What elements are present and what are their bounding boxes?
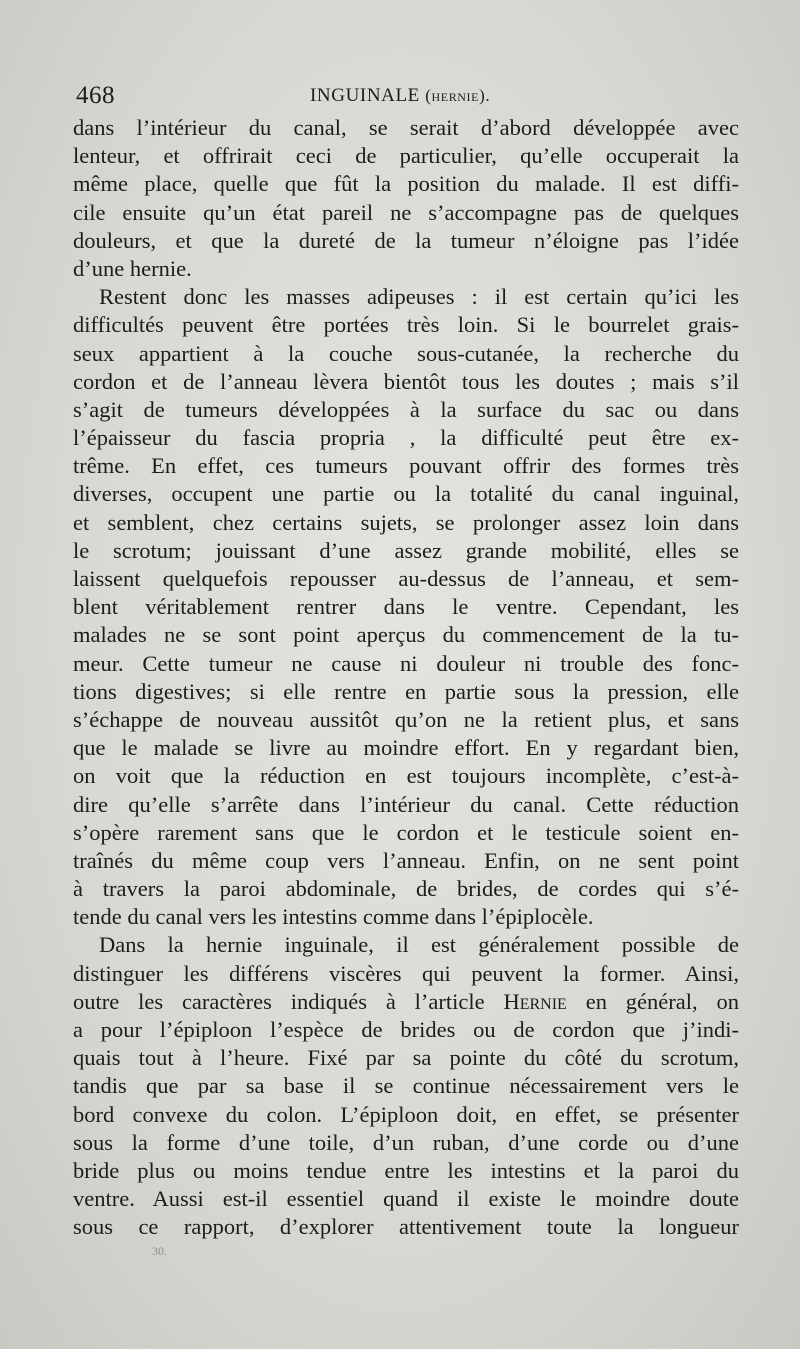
text-line: cordon et de l’anneau lèvera bientôt tous les doutes ; mais s’il <box>73 368 739 394</box>
text-line: et semblent, chez certains sujets, se prolonger assez loin dans <box>73 509 739 535</box>
text-line: d’une hernie. <box>73 255 192 281</box>
text-line: malades ne se sont point aperçus du commencement de la tu- <box>73 622 739 648</box>
text-line: bord convexe du colon. L’épiploon doit, en effet, se présenter <box>73 1101 739 1127</box>
article-reference: Hernie <box>503 988 567 1014</box>
text-line: tende du canal vers les intestins comme dans l’épiplocèle. <box>73 904 594 930</box>
text-fragment: en général, on <box>566 988 739 1014</box>
text-line: Restent donc les masses adipeuses : il est certain qu’ici les <box>99 284 739 310</box>
text-line: à travers la paroi abdominale, de brides, de cordes qui s’é- <box>73 876 739 902</box>
text-line: s’agit de tumeurs développées à la surface du sac ou dans <box>73 396 739 422</box>
text-line: blent véritablement rentrer dans le ventre. Cependant, les <box>73 594 739 620</box>
text-line: l’épaisseur du fascia propria , la difficulté peut être ex- <box>73 425 739 451</box>
text-fragment: outre les caractères indiqués à l’article <box>73 988 504 1014</box>
text-line: sous ce rapport, d’explorer attentivement toute la longueur <box>73 1214 739 1240</box>
text-line: cile ensuite qu’un état pareil ne s’accompagne pas de quelques <box>73 199 739 225</box>
text-line: bride plus ou moins tendue entre les intestins et la paroi du <box>73 1157 739 1183</box>
text-line: laissent quelquefois repousser au-dessus de l’anneau, et sem- <box>73 566 739 591</box>
text-line: on voit que la réduction en est toujours incomplète, c’est-à- <box>73 763 739 789</box>
signature-mark: 30. <box>152 1244 167 1258</box>
page-number: 468 <box>76 82 115 109</box>
text-line: s’échappe de nouveau aussitôt qu’on ne la retient plus, et sans <box>73 706 739 732</box>
body-text <box>73 114 739 1242</box>
text-line: lenteur, et offrirait ceci de particulier, qu’elle occuperait la <box>73 143 739 169</box>
text-line: le scrotum; jouissant d’une assez grande mobilité, elles se <box>73 537 739 563</box>
text-line: dire qu’elle s’arrête dans l’intérieur du canal. Cette réduction <box>73 791 739 817</box>
text-line: trême. En effet, ces tumeurs pouvant offrir des formes très <box>73 453 739 479</box>
text-line: sous la forme d’une toile, d’un ruban, d’une corde ou d’une <box>73 1129 739 1155</box>
text-line: difficultés peuvent être portées très loin. Si le bourrelet grais- <box>73 312 739 338</box>
text-line: Dans la hernie inguinale, il est généralement possible de <box>99 932 739 958</box>
text-line: s’opère rarement sans que le cordon et le testicule soient en- <box>73 819 739 845</box>
running-head <box>76 82 736 112</box>
text-line: tions digestives; si elle rentre en partie sous la pression, elle <box>73 678 739 704</box>
text-line: seux appartient à la couche sous-cutanée, la recherche du <box>73 340 739 366</box>
text-line: tandis que par sa base il se continue nécessairement vers le <box>73 1073 739 1099</box>
text-line: même place, quelle que fût la position du malade. Il est diffi- <box>73 171 739 197</box>
text-line: douleurs, et que la dureté de la tumeur n’éloigne pas l’idée <box>73 227 739 253</box>
running-title <box>310 85 490 107</box>
text-line: a pour l’épiploon l’espèce de brides ou de cordon que j’indi- <box>73 1017 739 1042</box>
text-line: ventre. Aussi est-il essentiel quand il existe le moindre doute <box>73 1186 739 1212</box>
text-line: dans l’intérieur du canal, se serait d’abord développée avec <box>73 115 739 140</box>
text-line: diverses, occupent une partie ou la totalité du canal inguinal, <box>73 481 739 507</box>
text-line: traînés du même coup vers l’anneau. Enfin, on ne sent point <box>73 847 739 873</box>
text-line: que le malade se livre au moindre effort. En y regardant bien, <box>73 735 739 761</box>
running-title-main: INGUINALE <box>310 85 420 106</box>
text-line-hernie-ref <box>73 988 739 1016</box>
running-title-paren: (hernie). <box>425 86 491 105</box>
text-line: distinguer les différens viscères qui peuvent la former. Ainsi, <box>73 960 739 986</box>
text-line: quais tout à l’heure. Fixé par sa pointe du côté du scrotum, <box>73 1045 739 1071</box>
text-line: meur. Cette tumeur ne cause ni douleur ni trouble des fonc- <box>73 650 739 676</box>
